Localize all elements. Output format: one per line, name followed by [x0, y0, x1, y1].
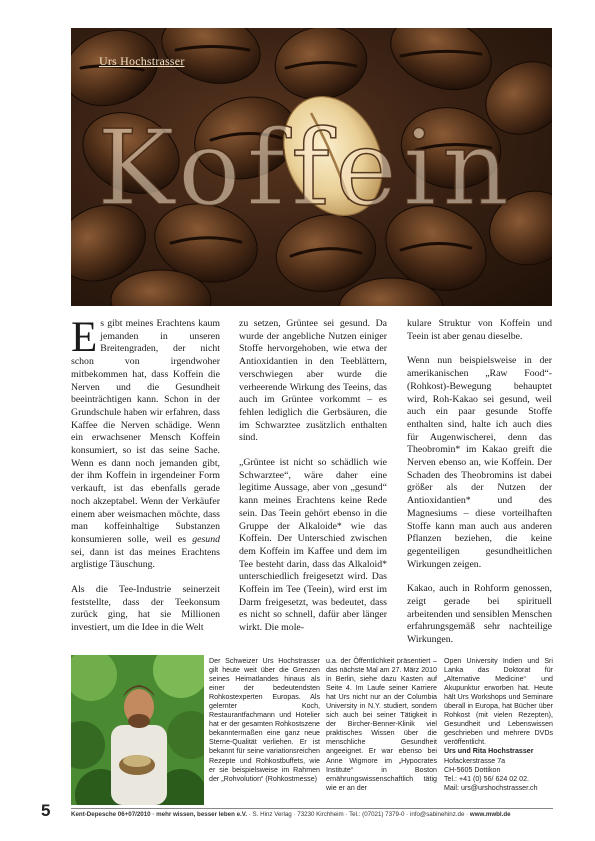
bio-column-2: u.a. der Öffentlichkeit präsentiert – das nächste Mal am 27. März 2010 in Berlin, siehe dazu Kasten auf Seite 4. Im Laufe seiner Karriere hat Urs nicht nur an der Columbia University in N.Y. studiert, sondern sich auch bei seiner Tätigkeit in der Bircher-Benner-Klinik viel praktisches Wissen über die menschliche Gesundheit angeeignet. Er war ebenso bei Anne Wigmore im „Hypocrates Institute“ in Boston ernährungswissenschaftlich tätig wie er an der [326, 657, 437, 792]
article-title: Koffein [97, 107, 516, 229]
article-column-3 [407, 318, 552, 659]
article-paragraph: „Grüntee ist nicht so schädlich wie Schwarztee“, wäre daher eine legitime Aussage, aber von „gesund“ kann meines Erachtens keine Rede sein. Das Teein gehört ebenso in die Gruppe der Alkaloide* wie das Koffein. Der Unterschied zwischen dem Koffein im Kaffee und dem im Tee besteht darin, dass das Alkaloid* unterschiedlich freigesetzt wird. Das Koffein im Tee (Teein), wird erst im Darm freigesetzt, was bedeutet, dass es nicht so schnell, dafür aber länger wirkt. Die mole- [239, 457, 387, 634]
bio-text: Open University Indien und Sri Lanka das Doktorat für „Alternative Medicine“ und Akupunktur erworben hat. Heute hält Urs Workshops und Seminare überall in Europa, hat Bücher über Rohkost (mit vielen Rezepten), Gesundheit und Lebenswissen geschrieben und mehrere DVDs veröffentlicht. [444, 657, 553, 747]
drop-cap: E [71, 314, 98, 361]
article-paragraph: zu setzen, Grüntee sei gesund. Da wurde der angebliche Nutzen einiger Stoffe hervorgehoben, wie etwa der Antioxidantien in den Teeblättern, verschwiegen aber wurde die verheerende Wirkung des Teeins, das auch im Grüntee vorkommt – es fehlen lediglich die Gerbsäuren, die im Schwarztee zusätzlich enthalten sind. [239, 318, 387, 444]
footer-line [71, 811, 511, 818]
bio-column-1: Der Schweizer Urs Hochstrasser gilt heute weit über die Grenzen seines Heimatlandes hinaus als einer der bedeutendsten Rohkostexperten Europas. Als gelernter Koch, Restaurantfachmann und Hotelier hat er der gesamten Rohkostszene bekanntermaßen eine ganz neue Sterne-Qualität verliehen. Er ist bekannt für seine variationsreichen Rezepte und Rohkostbuffets, wie er sie beispielsweise im Rahmen der „Rohvolution“ (Rohkostmesse) [209, 657, 320, 783]
article-paragraph: Wenn nun beispielsweise in der amerikanischen „Raw Food“-(Rohkost)-Bewegung behauptet wird, Roh-Kakao sei gesund, weil auch ein paar gesunde Stoffe enthalten sind, halte ich auch dies für Augenwischerei, denn das Theobromin* im Kakao greift die Nerven ebenso an, wie Koffein. Der Schaden des Theobromins ist dabei größer als der Nutzen der Antioxidantien* und des Magnesiums – diese vorteilhaften Stoffe kann man auch aus anderen Pflanzen beziehen, die keine gegenteiligen gesundheitlichen Wirkungen zeigen. [407, 355, 552, 570]
author-photo [71, 655, 204, 805]
article-paragraph: Kakao, auch in Rohform genossen, zeigt gerade bei spirituell arbeitenden und sensiblen Menschen erfahrungsgemäß sehr nachteilige Wirkungen. [407, 583, 552, 646]
author-name: Urs Hochstrasser [99, 54, 185, 68]
footer-web: www.mwbl.de [469, 811, 511, 818]
contact-email: Mail: urs@urshochstrasser.ch [444, 783, 538, 792]
bio-column-3 [444, 657, 553, 793]
footer-address: · S. Hinz Verlag · 73230 Kirchheim · Tel.: (07021) 7379-0 · info@sabinehinz.de · [247, 811, 470, 818]
hero-image [71, 28, 552, 306]
contact-street: Hofackerstrasse 7a [444, 756, 506, 765]
contact-phone: Tel.: +41 (0) 56/ 624 02 02. [444, 774, 529, 783]
article-column-1 [71, 314, 220, 647]
article-paragraph: Es gibt meines Erachtens kaum jemanden in unseren Breitengraden, der nicht schon von irgendwoher mitbekommen hat, dass Koffein die Nerven und die Gesundheit beeinträchtigen kann. Schon in der Grundschule haben wir erfahren, dass Kaffee die Nerven schädige. Wenn ein erwachsener Mensch Koffein konsumiert, so ist das seine Sache. Wenn es dann noch jemanden gibt, der ihm Koffein in irgendeiner Form verkauft, ist das ebenfalls gerade noch akzeptabel. Wenn der Verkäufer einem aber weismachen möchte, dass man koffeinhaltige Substanzen konsumieren solle, weil es gesund sei, dann ist das meines Erachtens arglistige Täuschung. [71, 314, 220, 571]
page-number: 5 [41, 801, 51, 820]
article-paragraph: kulare Struktur von Koffein und Teein ist aber genau dieselbe. [407, 318, 552, 342]
footer-divider [71, 808, 553, 809]
author-portrait-illustration [71, 655, 204, 805]
footer-publication: Kent-Depesche 06+07/2010 · mehr wissen, besser leben e.V. [71, 811, 248, 818]
article-column-2 [239, 318, 387, 647]
contact-name: Urs und Rita Hochstrasser [444, 747, 534, 756]
article-paragraph: Als die Tee-Industrie seinerzeit feststellte, dass der Teekonsum zurück ging, hat sie Millionen investiert, um die Idee in die Welt [71, 584, 220, 634]
contact-city: CH-5605 Dottikon [444, 765, 501, 774]
